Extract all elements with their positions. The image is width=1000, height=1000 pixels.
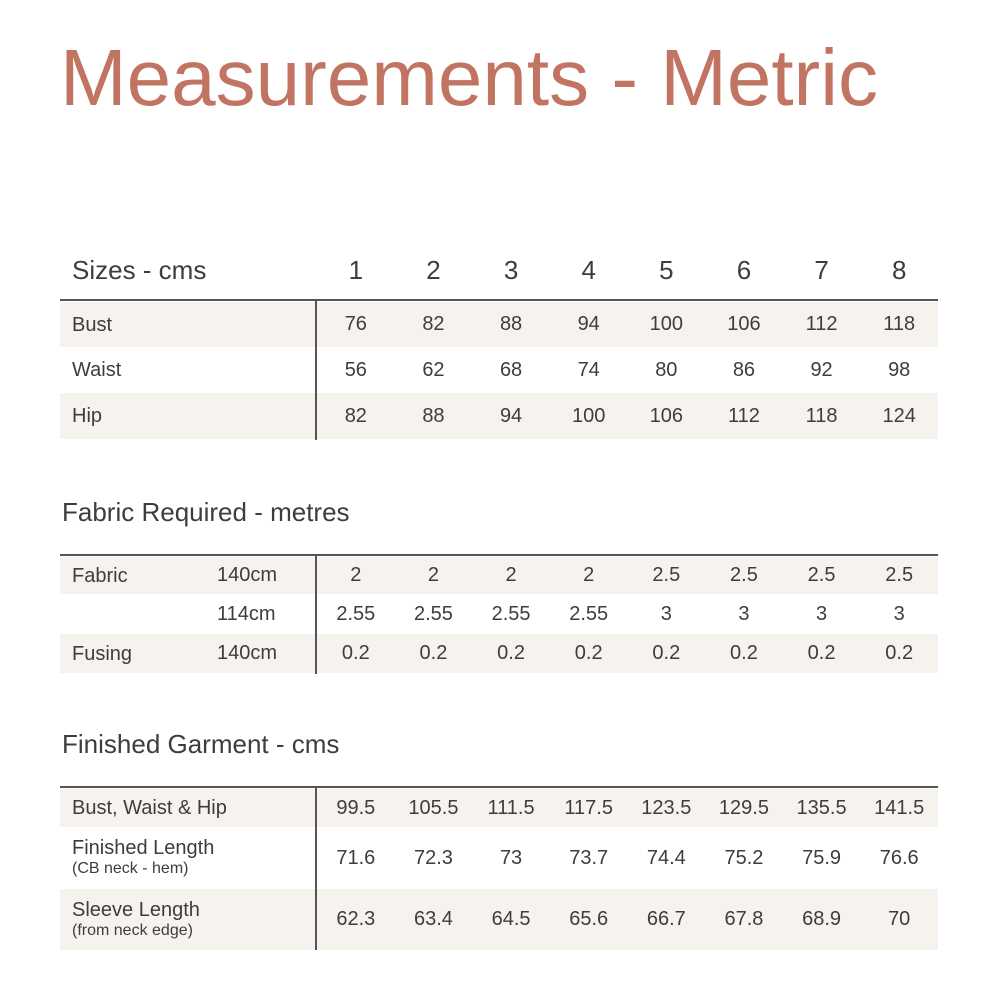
table-row [60,557,938,594]
table-cell: 82 [422,313,445,335]
table-cell: 62.3 [336,908,376,930]
finished-divider [60,786,938,788]
table-cell: 117.5 [564,796,613,819]
table-cell: 3 [660,602,672,625]
fabric-width: 114cm [217,602,276,625]
table-row [60,789,938,827]
finished-table [60,789,938,950]
size-header: 5 [659,254,674,285]
table-cell: 105.5 [408,796,459,819]
row-label: Bust [72,313,113,336]
fabric-table [60,557,938,673]
table-cell: 135.5 [796,796,847,819]
sizes-header-row [60,245,938,295]
size-header: 1 [348,254,364,285]
table-cell: 2 [350,564,362,586]
table-cell: 75.2 [724,846,764,869]
page-title: Measurements - Metric [60,33,878,122]
table-row [60,393,938,439]
row-label [72,837,214,879]
fabric-divider [60,554,938,556]
table-cell: 94 [499,404,523,427]
row-label [72,899,200,941]
table-cell: 106 [727,313,761,335]
table-cell: 65.6 [569,908,609,930]
table-cell: 68 [499,358,523,381]
row-label: Waist [72,359,122,381]
table-cell: 106 [649,404,683,427]
table-cell: 64.5 [491,908,531,930]
table-cell: 2.5 [730,564,758,586]
row-label [72,797,227,819]
table-cell: 112 [727,404,760,427]
table-cell: 63.4 [413,908,453,930]
table-cell: 124 [882,404,916,427]
sizes-table [60,245,938,295]
table-cell: 0.2 [497,642,525,664]
size-header: 3 [503,254,519,285]
table-cell: 88 [422,404,445,427]
table-row [60,634,938,673]
table-cell: 123.5 [641,796,692,819]
fabric-section-title: Fabric Required - metres [62,497,350,527]
table-row [60,827,938,889]
table-cell: 2.55 [413,602,453,625]
table-cell: 66.7 [646,908,686,930]
size-header: 4 [581,254,596,285]
table-cell: 111.5 [487,796,535,819]
table-cell: 2.55 [336,602,376,625]
finished-section-title: Finished Garment - cms [62,729,340,759]
table-cell: 3 [738,602,750,625]
sizes-divider [60,299,938,301]
sizes-column-divider [315,299,317,440]
table-cell: 2.5 [807,564,836,586]
table-cell: 82 [344,404,367,427]
finished-column-divider [315,786,317,950]
table-cell: 118 [805,404,838,427]
row-label-main: Sleeve Length [72,898,200,921]
table-cell: 80 [655,358,678,381]
row-label-main: Bust, Waist & Hip [72,797,227,819]
table-cell: 88 [499,313,523,335]
table-cell: 3 [893,602,905,625]
table-cell: 0.2 [807,642,836,664]
table-cell: 74.4 [646,846,686,869]
row-label: Fabric [72,564,128,587]
size-header: 7 [814,254,829,285]
table-row [60,302,938,347]
table-cell: 86 [732,358,756,381]
table-cell: 100 [649,313,683,335]
table-cell: 72.3 [413,846,453,869]
table-cell: 0.2 [574,642,603,664]
table-cell: 0.2 [341,642,370,664]
table-cell: 2.5 [652,564,681,586]
table-cell: 75.9 [802,846,842,869]
table-cell: 2.55 [491,602,531,625]
table-cell: 71.6 [336,846,376,869]
table-cell: 62 [422,358,445,381]
table-cell: 74 [577,358,600,381]
fabric-column-divider [315,554,317,674]
table-cell: 68.9 [802,908,842,930]
table-row [60,594,938,634]
table-cell: 76.6 [879,846,919,869]
table-cell: 2.55 [569,602,609,625]
sizes-body [60,302,938,439]
table-cell: 2.5 [885,564,914,586]
row-label: Hip [72,405,103,427]
size-header: 8 [891,254,907,285]
table-cell: 70 [888,908,911,930]
table-cell: 0.2 [730,642,758,664]
row-label-sub: (from neck edge) [72,921,193,939]
table-cell: 2 [427,564,439,586]
table-cell: 129.5 [718,796,769,819]
table-cell: 76 [344,313,367,335]
table-cell: 92 [810,358,833,381]
table-cell: 98 [888,358,911,381]
table-cell: 0.2 [419,642,448,664]
size-header: 6 [736,254,752,285]
table-row [60,889,938,950]
fabric-width: 140cm [217,564,278,586]
table-cell: 2 [505,564,517,586]
row-label: Fusing [72,642,133,665]
table-cell: 94 [577,313,600,335]
table-cell: 2 [583,564,595,586]
table-cell: 118 [883,313,916,335]
size-header: 2 [426,254,441,285]
table-cell: 56 [344,358,367,381]
table-row [60,347,938,393]
table-cell: 0.2 [652,642,681,664]
table-cell: 73 [499,846,523,869]
table-cell: 141.5 [874,796,925,819]
fabric-width: 140cm [217,642,278,664]
row-label-sub: (CB neck - hem) [72,860,189,877]
sizes-header-label: Sizes - cms [72,255,207,285]
table-cell: 99.5 [336,796,376,819]
table-cell: 3 [816,602,828,625]
table-cell: 0.2 [885,642,914,664]
row-label-main: Finished Length [72,837,215,859]
table-cell: 73.7 [569,846,609,869]
table-cell: 67.8 [724,908,764,930]
table-cell: 100 [572,404,606,427]
table-cell: 112 [805,313,838,335]
